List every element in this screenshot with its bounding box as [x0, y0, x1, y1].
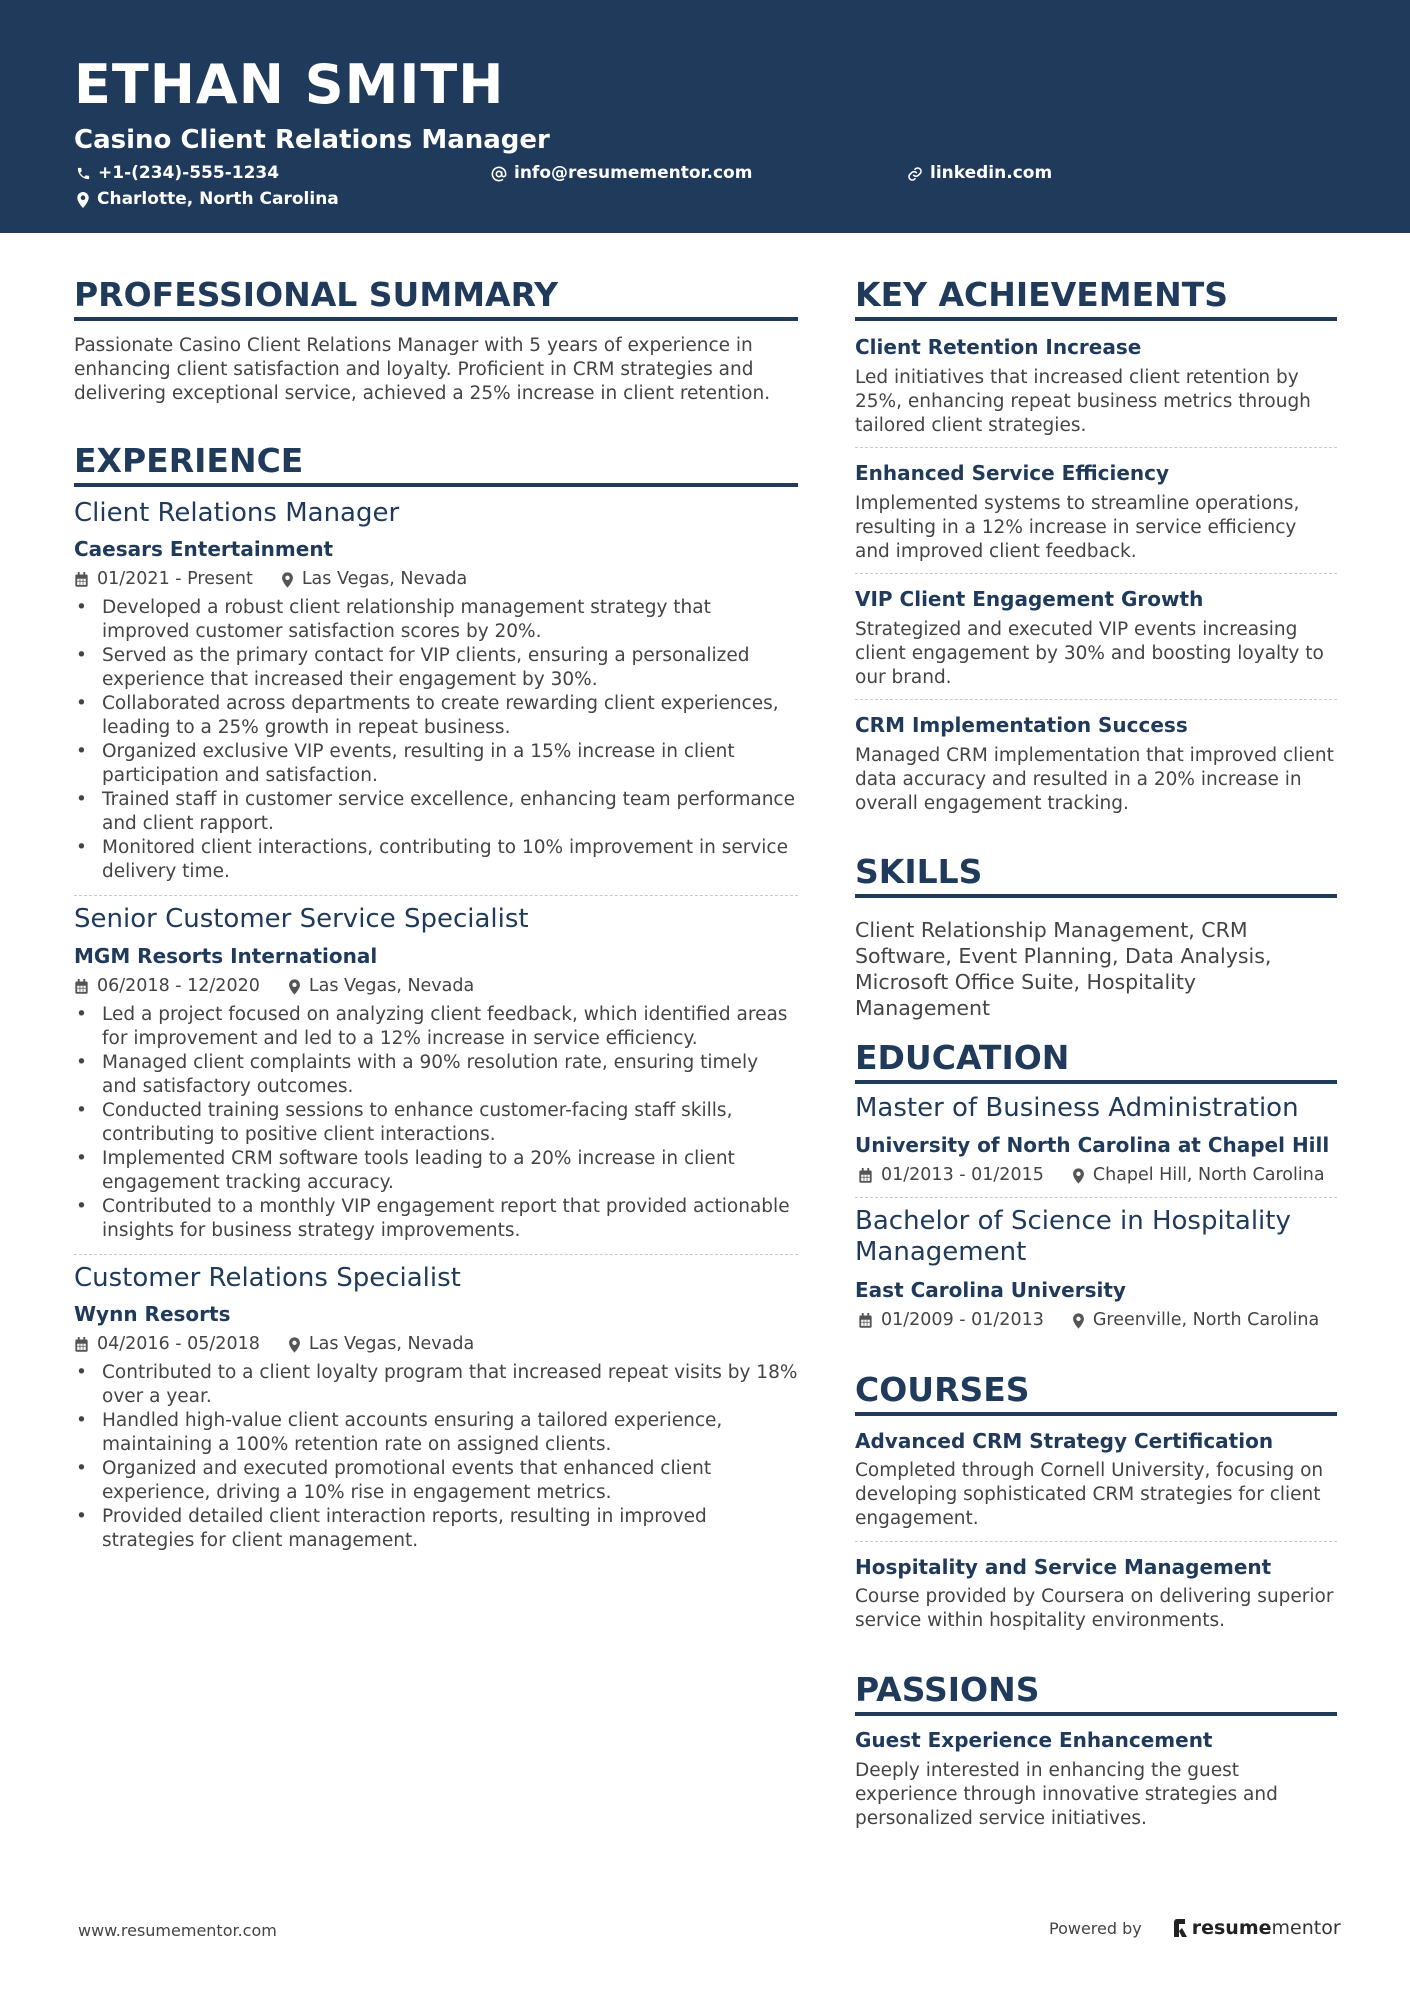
- education-degree: Bachelor of Science in Hospitality Management: [855, 1206, 1291, 1268]
- education-location: Greenville, North Carolina: [1092, 1310, 1320, 1330]
- location-pin-icon: [281, 572, 294, 588]
- divider: [855, 447, 1337, 448]
- divider: [855, 573, 1337, 574]
- education-degree: Master of Business Administration: [855, 1093, 1299, 1123]
- candidate-name: ETHAN SMITH: [74, 53, 505, 116]
- contact-email[interactable]: [491, 165, 752, 182]
- job-title: Customer Relations Specialist: [74, 1263, 461, 1293]
- job-bullets: [74, 1361, 798, 1553]
- footer-website[interactable]: www.resumementor.com: [78, 1921, 277, 1940]
- powered-by-label: Powered by: [1049, 1918, 1142, 1938]
- education-meta: [858, 1312, 1319, 1330]
- list-item: • Conducted training sessions to enhance customer-facing staff skills, contributing to positive client interactions.: [74, 1099, 798, 1147]
- divider: [855, 699, 1337, 700]
- job-company: MGM Resorts International: [74, 944, 378, 968]
- job-bullets: [74, 596, 798, 884]
- list-item: • Contributed to a monthly VIP engagement report that provided actionable insights for business strategy improvements.: [74, 1195, 798, 1243]
- education-school: East Carolina University: [855, 1278, 1126, 1302]
- location-pin-icon: [76, 192, 90, 208]
- location-text: Charlotte, North Carolina: [97, 189, 339, 209]
- achievement-text: Strategized and executed VIP events increasing client engagement by 30% and boosting loyalty to our brand.: [855, 619, 1324, 688]
- job-location: Las Vegas, Nevada: [308, 1334, 475, 1354]
- job-dates: 01/2021 - Present: [97, 569, 253, 589]
- course-title: Hospitality and Service Management: [855, 1555, 1272, 1579]
- job-dates: 04/2016 - 05/2018: [97, 1334, 260, 1354]
- divider: [74, 895, 798, 896]
- course-text: Course provided by Coursera on delivering superior service within hospitality environments.: [855, 1586, 1334, 1631]
- divider: [855, 1197, 1337, 1198]
- education-heading: EDUCATION: [855, 1041, 1337, 1084]
- achievement-title: Enhanced Service Efficiency: [855, 461, 1170, 485]
- list-item: • Managed client complaints with a 90% resolution rate, ensuring timely and satisfactory outcomes.: [74, 1051, 798, 1099]
- list-item: • Handled high-value client accounts ensuring a tailored experience, maintaining a 100% retention rate on assigned clients.: [74, 1409, 798, 1457]
- calendar-icon: [74, 979, 89, 995]
- education-dates: 01/2009 - 01/2013: [881, 1310, 1044, 1330]
- brand-logo[interactable]: [1172, 1917, 1341, 1939]
- candidate-title: Casino Client Relations Manager: [74, 125, 550, 155]
- calendar-icon: [858, 1168, 873, 1184]
- contact-phone: [76, 165, 279, 182]
- job-company: Wynn Resorts: [74, 1302, 231, 1326]
- location-pin-icon: [288, 979, 301, 995]
- passion-title: Guest Experience Enhancement: [855, 1728, 1213, 1752]
- passion-text: Deeply interested in enhancing the guest experience through innovative strategies and personalized service initiatives.: [855, 1760, 1278, 1829]
- divider: [74, 1254, 798, 1255]
- brand-name-bold: resume: [1191, 1917, 1272, 1939]
- list-item: • Provided detailed client interaction reports, resulting in improved strategies for client management.: [74, 1505, 798, 1553]
- contact-location: [76, 191, 339, 208]
- course-title: Advanced CRM Strategy Certification: [855, 1429, 1274, 1453]
- phone-text: +1-(234)-555-1234: [98, 163, 280, 183]
- location-pin-icon: [1072, 1313, 1085, 1329]
- list-item: • Contributed to a client loyalty program that increased repeat visits by 18% over a year.: [74, 1361, 798, 1409]
- courses-heading: COURSES: [855, 1373, 1337, 1416]
- email-text: info@resumementor.com: [514, 163, 753, 183]
- job-bullets: [74, 1003, 798, 1243]
- list-item: • Trained staff in customer service excellence, enhancing team performance and client rapport.: [74, 788, 798, 836]
- skills-heading: SKILLS: [855, 855, 1337, 898]
- job-meta: [74, 1336, 474, 1354]
- calendar-icon: [74, 572, 89, 588]
- list-item: • Served as the primary contact for VIP clients, ensuring a personalized experience that increased their engagement by 30%.: [74, 644, 798, 692]
- list-item: • Organized and executed promotional events that enhanced client experience, driving a 10% rise in engagement metrics.: [74, 1457, 798, 1505]
- list-item: • Implemented CRM software tools leading to a 20% increase in client engagement tracking accuracy.: [74, 1147, 798, 1195]
- education-school: University of North Carolina at Chapel Hill: [855, 1133, 1330, 1157]
- job-location: Las Vegas, Nevada: [308, 976, 475, 996]
- achievement-title: CRM Implementation Success: [855, 713, 1188, 737]
- achievement-text: Led initiatives that increased client retention by 25%, enhancing repeat business metrics through tailored client strategies.: [855, 367, 1311, 436]
- job-title: Client Relations Manager: [74, 498, 400, 528]
- job-meta: [74, 978, 474, 996]
- achievement-text: Implemented systems to streamline operations, resulting in a 12% increase in service efficiency and improved client feedback.: [855, 493, 1300, 562]
- contact-linkedin[interactable]: [907, 165, 1052, 182]
- summary-heading: PROFESSIONAL SUMMARY: [74, 278, 798, 321]
- calendar-icon: [858, 1313, 873, 1329]
- experience-heading: EXPERIENCE: [74, 444, 798, 487]
- linkedin-text: linkedin.com: [930, 163, 1053, 183]
- passions-heading: PASSIONS: [855, 1673, 1337, 1716]
- footer-powered-by: [1049, 1917, 1341, 1939]
- list-item: • Developed a robust client relationship management strategy that improved customer satisfaction scores by 20%.: [74, 596, 798, 644]
- job-meta: [74, 571, 467, 589]
- brand-name-light: mentor: [1271, 1917, 1341, 1939]
- education-dates: 01/2013 - 01/2015: [881, 1165, 1044, 1185]
- divider: [855, 1541, 1337, 1542]
- achievements-heading: KEY ACHIEVEMENTS: [855, 278, 1337, 321]
- location-pin-icon: [288, 1337, 301, 1353]
- education-location: Chapel Hill, North Carolina: [1092, 1165, 1325, 1185]
- list-item: • Monitored client interactions, contributing to 10% improvement in service delivery time.: [74, 836, 798, 884]
- job-dates: 06/2018 - 12/2020: [97, 976, 260, 996]
- phone-icon: [76, 166, 91, 181]
- list-item: • Collaborated across departments to create rewarding client experiences, leading to a 25% growth in repeat business.: [74, 692, 798, 740]
- resumementor-logo-icon: [1172, 1919, 1188, 1937]
- calendar-icon: [74, 1337, 89, 1353]
- summary-text: Passionate Casino Client Relations Manager with 5 years of experience in enhancing client satisfaction and loyalty. Proficient in CRM strategies and delivering exceptional service, achieved a 25% increase in client retention.: [74, 335, 771, 404]
- course-text: Completed through Cornell University, focusing on developing sophisticated CRM strategies for client engagement.: [855, 1460, 1324, 1529]
- job-company: Caesars Entertainment: [74, 537, 334, 561]
- at-icon: [491, 166, 507, 182]
- achievement-title: VIP Client Engagement Growth: [855, 587, 1204, 611]
- job-location: Las Vegas, Nevada: [301, 569, 468, 589]
- link-icon: [907, 166, 923, 182]
- job-title: Senior Customer Service Specialist: [74, 904, 529, 934]
- education-meta: [858, 1167, 1325, 1185]
- resume-header: [0, 0, 1410, 233]
- achievement-text: Managed CRM implementation that improved client data accuracy and resulted in a 20% increase in overall engagement tracking.: [855, 745, 1334, 814]
- location-pin-icon: [1072, 1168, 1085, 1184]
- list-item: • Organized exclusive VIP events, resulting in a 15% increase in client participation and satisfaction.: [74, 740, 798, 788]
- achievement-title: Client Retention Increase: [855, 335, 1142, 359]
- skills-text: Client Relationship Management, CRM Software, Event Planning, Data Analysis, Microsoft Office Suite, Hospitality Management: [855, 918, 1272, 1020]
- list-item: • Led a project focused on analyzing client feedback, which identified areas for improvement and led to a 12% increase in service efficiency.: [74, 1003, 798, 1051]
